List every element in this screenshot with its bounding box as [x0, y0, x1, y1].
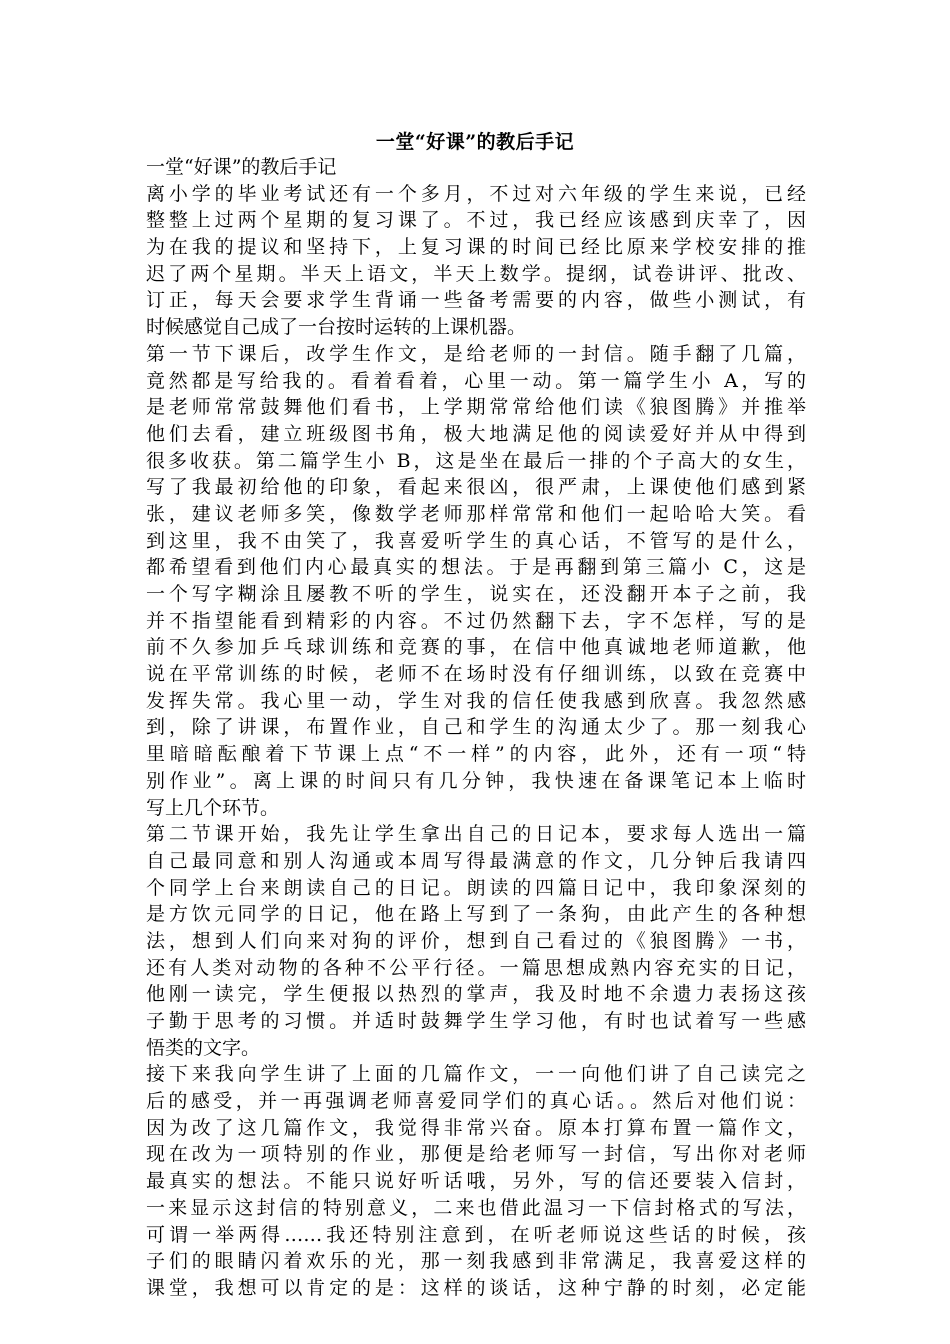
- body-text-line: 是方饮元同学的日记，他在路上写到了一条狗，由此产生的各种想: [146, 903, 806, 926]
- body-text-line: 前不久参加乒乓球训练和竞赛的事，在信中他真诚地老师道歉，他: [146, 636, 806, 659]
- body-text-line: 到这里，我不由笑了，我喜爱听学生的真心话，不管写的是什么，: [146, 529, 806, 552]
- body-text-line: 并不指望能看到精彩的内容。不过仍然翻下去，字不怎样，写的是: [146, 609, 806, 632]
- body-text-line: 很多收获。第二篇学生小 B，这是坐在最后一排的个子高大的女生，: [146, 449, 806, 472]
- document-subtitle-line: 一堂“好课”的教后手记: [146, 156, 337, 178]
- body-text-line: 后的感受，并一再强调老师喜爱同学们的真心话。。然后对他们说：: [146, 1090, 806, 1113]
- body-text-line: 别作业”。离上课的时间只有几分钟，我快速在备课笔记本上临时: [146, 769, 806, 792]
- body-text-line: 他刚一读完，学生便报以热烈的掌声，我及时地不余遗力表扬这孩: [146, 983, 806, 1006]
- body-text-line: 个同学上台来朗读自己的日记。朗读的四篇日记中，我印象深刻的: [146, 876, 806, 899]
- body-text-line: 到，除了讲课，布置作业，自己和学生的沟通太少了。那一刻我心: [146, 716, 806, 739]
- body-text-line: 都希望看到他们内心最真实的想法。于是再翻到第三篇小 C，这是: [146, 556, 806, 579]
- body-text-line: 一个写字糊涂且屡教不听的学生，说实在，还没翻开本子之前，我: [146, 583, 806, 605]
- body-text-line: 因为改了这几篇作文，我觉得非常兴奋。原本打算布置一篇作文，: [146, 1116, 806, 1139]
- document-body: [146, 154, 806, 1302]
- body-text-line: 一来显示这封信的特别意义，二来也借此温习一下信封格式的写法，: [146, 1196, 806, 1219]
- body-text-line: 竟然都是写给我的。看着看着，心里一动。第一篇学生小 A，写的: [146, 369, 806, 392]
- body-text-line: 第二节课开始，我先让学生拿出自己的日记本，要求每人选出一篇: [146, 823, 806, 846]
- body-text-line: 接下来我向学生讲了上面的几篇作文，一一向他们讲了自己读完之: [146, 1063, 806, 1086]
- body-text-line: 还有人类对动物的各种不公平行径。一篇思想成熟内容充实的日记，: [146, 956, 806, 979]
- body-text-line: 最真实的想法。不能只说好听话哦，另外，写的信还要装入信封，: [146, 1170, 806, 1193]
- body-text-line: 订正，每天会要求学生背诵一些备考需要的内容，做些小测试，有: [146, 289, 806, 312]
- body-text-line: 张，建议老师多笑，像数学老师那样常常和他们一起哈哈大笑。看: [146, 502, 806, 525]
- body-text-line: 为在我的提议和坚持下，上复习课的时间已经比原来学校安排的推: [146, 236, 806, 259]
- body-text-line: 自己最同意和别人沟通或本周写得最满意的作文，几分钟后我请四: [146, 849, 806, 872]
- body-text-line: 子们的眼睛闪着欢乐的光，那一刻我感到非常满足，我喜爱这样的: [146, 1250, 806, 1273]
- body-text-line: 离小学的毕业考试还有一个多月，不过对六年级的学生来说，已经: [146, 182, 806, 205]
- document-title: 一堂“好课”的教后手记: [375, 131, 575, 153]
- body-text-line: 现在改为一项特别的作业，那便是给老师写一封信，写出你对老师: [146, 1143, 806, 1166]
- body-text-line: 子勤于思考的习惯。并适时鼓舞学生学习他，有时也试着写一些感: [146, 1010, 806, 1032]
- body-text-line: 是老师常常鼓舞他们看书，上学期常常给他们读《狼图腾》并推举: [146, 396, 806, 419]
- body-text-line: 迟了两个星期。半天上语文，半天上数学。提纲，试卷讲评、批改、: [146, 262, 806, 285]
- body-text-line: 法，想到人们向来对狗的评价，想到自己看过的《狼图腾》一书，: [146, 929, 806, 952]
- body-text-line: 悟类的文字。: [146, 1036, 261, 1059]
- body-text-line: 说在平常训练的时候，老师不在场时没有仔细训练，以致在竞赛中: [146, 663, 806, 686]
- body-text-line: 整整上过两个星期的复习课了。不过，我已经应该感到庆幸了，因: [146, 209, 806, 232]
- body-text-line: 里暗暗酝酿着下节课上点“不一样”的内容，此外，还有一项“特: [146, 743, 806, 766]
- body-text-line: 写上几个环节。: [146, 796, 280, 819]
- body-text-line: 课堂，我想可以肯定的是：这样的谈话，这种宁静的时刻，必定能: [146, 1276, 806, 1299]
- body-text-line: 可谓一举两得……我还特别注意到，在听老师说这些话的时候，孩: [146, 1223, 806, 1246]
- body-text-line: 时候感觉自己成了一台按时运转的上课机器。: [146, 316, 527, 339]
- body-text-line: 写了我最初给他的印象，看起来很凶，很严肃，上课使他们感到紧: [146, 476, 806, 499]
- body-text-line: 发挥失常。我心里一动，学生对我的信任使我感到欣喜。我忽然感: [146, 689, 806, 712]
- body-text-line: 他们去看，建立班级图书角，极大地满足他的阅读爱好并从中得到: [146, 422, 806, 445]
- body-text-line: 第一节下课后，改学生作文，是给老师的一封信。随手翻了几篇，: [146, 342, 806, 365]
